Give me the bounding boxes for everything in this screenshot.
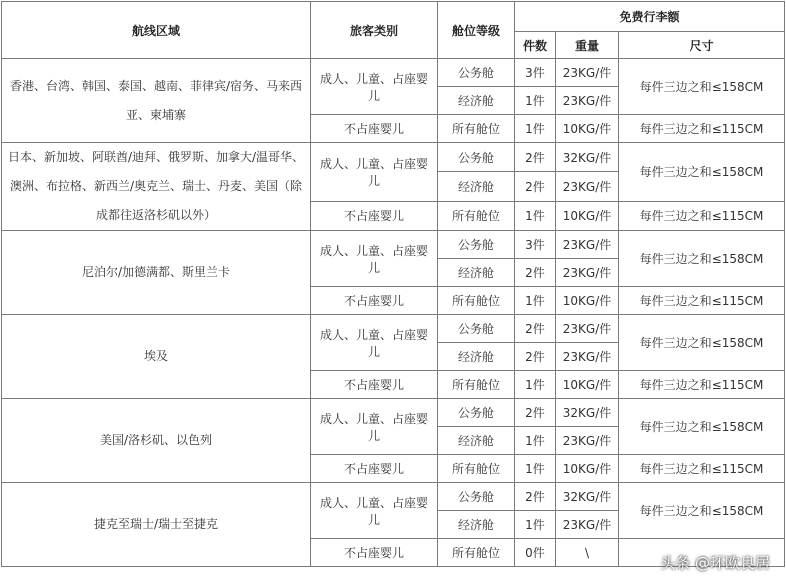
- cabin-cell: 公务舱: [438, 399, 515, 427]
- region-cell: 日本、新加坡、阿联酋/迪拜、俄罗斯、加拿大/温哥华、澳洲、布拉格、新西兰/奥克兰、瑞士、丹麦、美国（除成都往返洛杉矶以外）: [2, 143, 311, 231]
- passenger-type-cell: 成人、儿童、占座婴儿: [311, 315, 438, 371]
- cabin-cell: 所有舱位: [438, 371, 515, 399]
- region-cell: 香港、台湾、韩国、泰国、越南、菲律宾/宿务、马来西亚、柬埔寨: [2, 59, 311, 143]
- passenger-type-cell: 成人、儿童、占座婴儿: [311, 143, 438, 202]
- size-cell: 每件三边之和≤115CM: [619, 287, 785, 315]
- size-cell: 每件三边之和≤158CM: [619, 483, 785, 539]
- cabin-cell: 公务舱: [438, 231, 515, 259]
- pieces-cell: 1件: [515, 87, 556, 115]
- pieces-cell: 0件: [515, 539, 556, 567]
- region-cell: 埃及: [2, 315, 311, 399]
- pieces-cell: 1件: [515, 455, 556, 483]
- weight-cell: 23KG/件: [556, 315, 619, 343]
- table-row: [2, 59, 785, 87]
- pieces-cell: 1件: [515, 287, 556, 315]
- region-cell: 捷克至瑞士/瑞士至捷克: [2, 483, 311, 567]
- pieces-cell: 2件: [515, 172, 556, 201]
- cabin-cell: 所有舱位: [438, 287, 515, 315]
- cabin-cell: 公务舱: [438, 59, 515, 87]
- region-cell: 美国/洛杉矶、以色列: [2, 399, 311, 483]
- passenger-type-cell: 成人、儿童、占座婴儿: [311, 399, 438, 455]
- passenger-type-cell: 不占座婴儿: [311, 539, 438, 567]
- table-row: [2, 315, 785, 343]
- pieces-cell: 1件: [515, 511, 556, 539]
- passenger-type-cell: 成人、儿童、占座婴儿: [311, 483, 438, 539]
- table-body: [2, 59, 785, 567]
- size-cell: 每件三边之和≤115CM: [619, 201, 785, 230]
- weight-cell: \: [556, 539, 619, 567]
- weight-cell: 10KG/件: [556, 455, 619, 483]
- pieces-cell: 2件: [515, 143, 556, 172]
- cabin-cell: 经济舱: [438, 87, 515, 115]
- cabin-cell: 公务舱: [438, 315, 515, 343]
- cabin-cell: 公务舱: [438, 483, 515, 511]
- cabin-cell: 公务舱: [438, 143, 515, 172]
- watermark: 头条 @环欧良居: [660, 554, 770, 572]
- cabin-cell: 经济舱: [438, 427, 515, 455]
- table-row: [2, 483, 785, 511]
- weight-cell: 23KG/件: [556, 172, 619, 201]
- passenger-type-cell: 不占座婴儿: [311, 115, 438, 143]
- size-cell: 每件三边之和≤115CM: [619, 371, 785, 399]
- cabin-cell: 经济舱: [438, 511, 515, 539]
- table-row: [2, 143, 785, 172]
- weight-cell: 32KG/件: [556, 483, 619, 511]
- passenger-type-cell: 不占座婴儿: [311, 371, 438, 399]
- cabin-cell: 经济舱: [438, 259, 515, 287]
- cabin-cell: 所有舱位: [438, 201, 515, 230]
- cabin-cell: 经济舱: [438, 343, 515, 371]
- table-row: [2, 399, 785, 427]
- weight-cell: 23KG/件: [556, 59, 619, 87]
- cabin-cell: 所有舱位: [438, 455, 515, 483]
- table-row: [2, 231, 785, 259]
- pieces-cell: 2件: [515, 483, 556, 511]
- weight-cell: 32KG/件: [556, 143, 619, 172]
- size-cell: 每件三边之和≤158CM: [619, 399, 785, 455]
- header-pieces: 件数: [515, 32, 556, 59]
- pieces-cell: 1件: [515, 371, 556, 399]
- region-cell: 尼泊尔/加德满都、斯里兰卡: [2, 231, 311, 315]
- passenger-type-cell: 成人、儿童、占座婴儿: [311, 59, 438, 115]
- weight-cell: 23KG/件: [556, 231, 619, 259]
- header-weight: 重量: [556, 32, 619, 59]
- size-cell: 每件三边之和≤158CM: [619, 59, 785, 115]
- header-free-allowance: 免费行李额: [515, 2, 785, 32]
- pieces-cell: 1件: [515, 427, 556, 455]
- pieces-cell: 1件: [515, 115, 556, 143]
- weight-cell: 23KG/件: [556, 511, 619, 539]
- weight-cell: 23KG/件: [556, 427, 619, 455]
- pieces-cell: 2件: [515, 343, 556, 371]
- passenger-type-cell: 不占座婴儿: [311, 455, 438, 483]
- baggage-allowance-table: [1, 1, 785, 567]
- cabin-cell: 经济舱: [438, 172, 515, 201]
- weight-cell: 23KG/件: [556, 87, 619, 115]
- passenger-type-cell: 不占座婴儿: [311, 201, 438, 230]
- passenger-type-cell: 成人、儿童、占座婴儿: [311, 231, 438, 287]
- weight-cell: 10KG/件: [556, 115, 619, 143]
- header-size: 尺寸: [619, 32, 785, 59]
- weight-cell: 10KG/件: [556, 201, 619, 230]
- cabin-cell: 所有舱位: [438, 115, 515, 143]
- pieces-cell: 3件: [515, 59, 556, 87]
- size-cell: 每件三边之和≤115CM: [619, 455, 785, 483]
- cabin-cell: 所有舱位: [438, 539, 515, 567]
- pieces-cell: 2件: [515, 399, 556, 427]
- pieces-cell: 2件: [515, 259, 556, 287]
- size-cell: 每件三边之和≤158CM: [619, 315, 785, 371]
- weight-cell: 10KG/件: [556, 371, 619, 399]
- header-cabin-class: 舱位等级: [438, 2, 515, 59]
- header-passenger-type: 旅客类别: [311, 2, 438, 59]
- size-cell: 每件三边之和≤158CM: [619, 143, 785, 202]
- weight-cell: 32KG/件: [556, 399, 619, 427]
- pieces-cell: 1件: [515, 201, 556, 230]
- size-cell: 每件三边之和≤115CM: [619, 115, 785, 143]
- weight-cell: 23KG/件: [556, 259, 619, 287]
- weight-cell: 23KG/件: [556, 343, 619, 371]
- header-region: 航线区域: [2, 2, 311, 59]
- pieces-cell: 2件: [515, 315, 556, 343]
- weight-cell: 10KG/件: [556, 287, 619, 315]
- passenger-type-cell: 不占座婴儿: [311, 287, 438, 315]
- size-cell: 每件三边之和≤158CM: [619, 231, 785, 287]
- pieces-cell: 3件: [515, 231, 556, 259]
